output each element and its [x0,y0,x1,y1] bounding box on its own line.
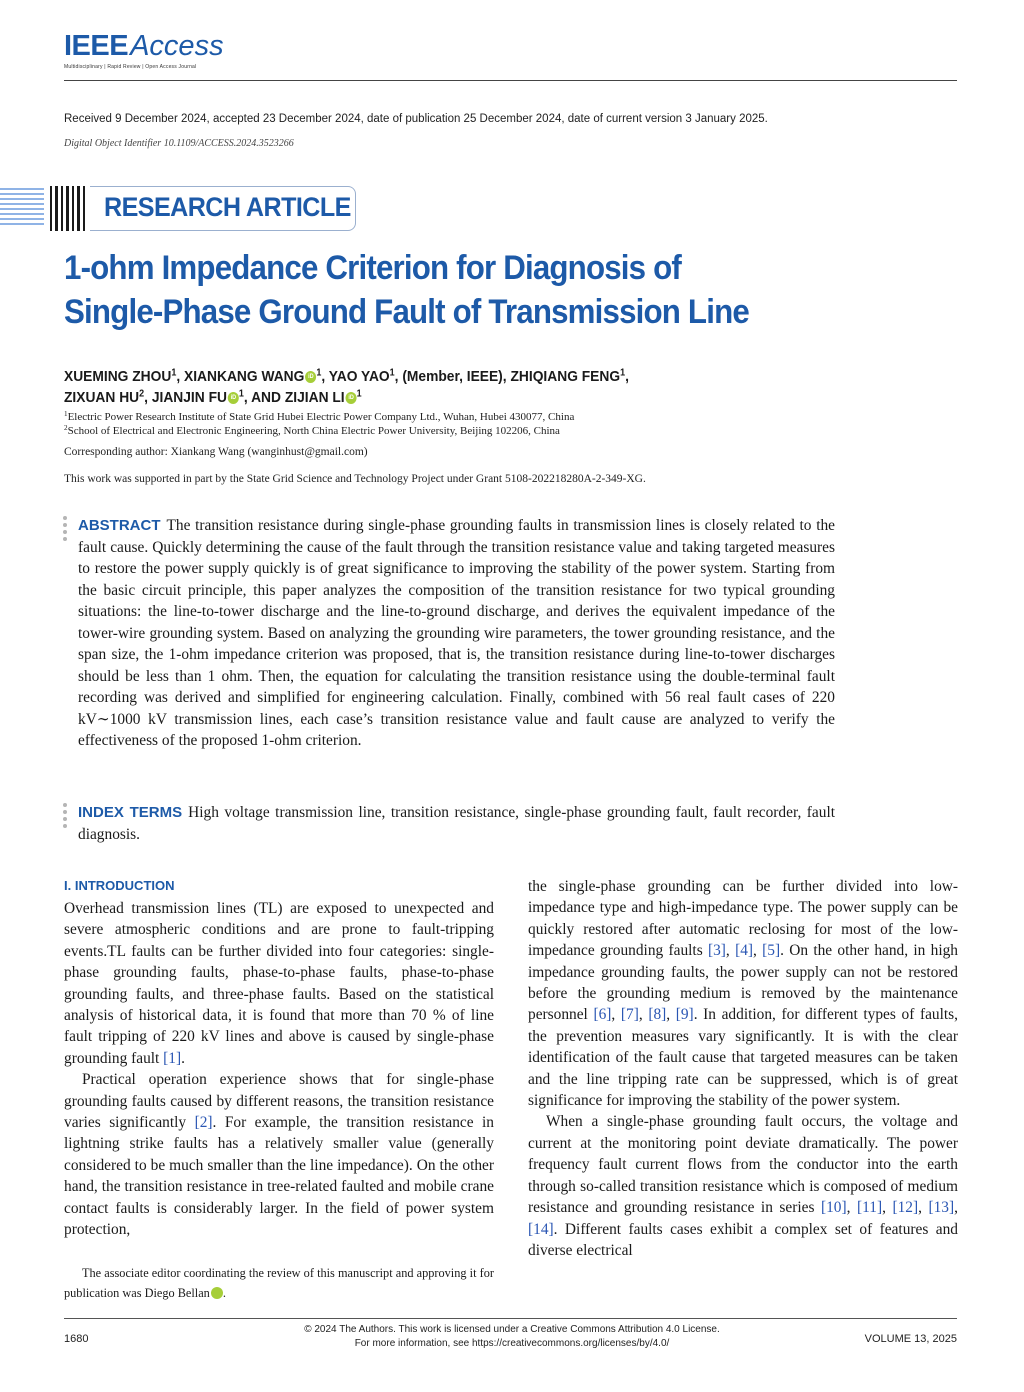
citation-link[interactable]: [13] [928,1199,955,1217]
abstract-dots-icon [63,516,67,544]
article-type-label: RESEARCH ARTICLE [104,192,351,222]
affiliation-1 [64,411,574,423]
paragraph [528,876,958,1111]
header-divider [64,80,957,81]
footnote-text: . [222,1286,226,1300]
paragraph-text: When a single-phase grounding fault occurs, the voltage and current at the monitoring point deviate dramatically. The power frequency fault current flows from the conductor into the earth through so-called transition resistance which is composed of medium resistance and grounding resistance in series [528,1113,958,1217]
section-heading: I. INTRODUCTION [64,878,175,893]
citation-link[interactable]: [4] [735,942,754,960]
author-name: JIANJIN FU [151,389,227,406]
abstract [78,515,835,752]
affiliation-text: Electric Power Research Institute of State Grid Hubei Electric Power Company Ltd., Wuhan, Hubei 430077, China [67,411,575,423]
affiliation-mark: 1 [238,388,244,400]
funding-note: This work was supported in part by the State Grid Science and Technology Project under Grant 5108-202218280A-2-349-XG. [64,473,646,485]
citation-link[interactable]: [14] [528,1220,554,1238]
author-name: ZIXUAN HU [64,389,140,406]
index-terms-label: INDEX TERMS [78,804,183,821]
author-conjunction: , AND [243,389,285,406]
corresponding-author: Corresponding author: Xiankang Wang (wanginhust@gmail.com) [64,446,368,458]
separator: , [846,1199,857,1217]
license-line-2[interactable]: For more information, see https://creativecommons.org/licenses/by/4.0/ [354,1338,670,1349]
affiliation-2 [64,425,560,437]
affiliation-mark: 1 [389,367,395,379]
journal-logo [64,30,224,63]
logo-access: Access [130,30,224,62]
affiliation-text: School of Electrical and Electronic Engineering, North China Electric Power University, Beijing 102206, China [67,425,560,437]
separator: , [918,1199,929,1217]
paragraph [528,1111,958,1261]
author-name: XUEMING ZHOU [64,368,172,385]
affiliation-mark: 1 [171,367,177,379]
paper-title [64,246,944,334]
paragraph-text: . [181,1049,185,1067]
paragraph [64,898,494,1069]
affiliation-mark: 2 [139,388,145,400]
citation-link[interactable]: [9] [675,1006,694,1024]
footnote-text: The associate editor coordinating the review of this manuscript and approving it for publication was Diego Bellan [64,1266,494,1300]
affiliation-mark: 1 [620,367,626,379]
orcid-icon[interactable]: iD [305,371,316,383]
affiliation-mark: 1 [356,388,362,400]
paragraph-text: Practical operation experience shows that for single-phase grounding faults caused by different reasons, the transition resistance varies significantly [64,1071,494,1132]
orcid-icon[interactable]: iD [346,392,357,404]
separator: , [725,942,736,960]
separator: , [611,1006,621,1024]
left-column [64,898,494,1241]
orcid-icon[interactable]: iD [211,1287,223,1299]
paragraph-text: . On the other hand, in high impedance grounding faults, the power supply can not be restored before the grounding medium is removed by the maintenance personnel [528,942,958,1024]
citation-link[interactable]: [7] [620,1006,639,1024]
affiliation-mark: 1 [316,367,322,379]
paragraph-text: . In addition, for different types of faults, the prevention measures vary significantly. It is with the clear identification of the fault cause that targeted measures can be taken and the line tripping rate can be suppressed, which is of great significance for improving the stability of the power system. [528,1006,958,1110]
citation-link[interactable]: [2] [194,1114,213,1132]
logo-ieee: IEEE [64,30,129,62]
title-line-2: Single-Phase Ground Fault of Transmission Line [64,293,749,331]
author-name: ZIJIAN LI [284,389,345,406]
index-terms [78,802,835,845]
paragraph-text: Overhead transmission lines (TL) are exposed to unexpected and severe atmospheric conditions and are prone to fault-tripping events.TL faults can be further divided into four categories: single-phase grounding faults, phase-to-phase faults, phase-to-phase grounding faults, and three-phase faults. Based on the statistical analysis of historical data, it is found that more than 70 % of line fault tripping of 220 kV lines and above is caused by single-phase grounding fault [64,900,494,1067]
doi: Digital Object Identifier 10.1109/ACCESS.2024.3523266 [64,138,294,149]
author-name: YAO YAO [328,368,390,385]
footer-divider [64,1318,957,1319]
paragraph-text: the single-phase grounding can be further divided into low-impedance type and high-impedance type. The power supply can be quickly restored after automatic reclosing for most of the low-impedance grounding faults [528,878,958,960]
citation-link[interactable]: [10] [820,1199,847,1217]
paragraph-text: . Different faults cases exhibit a complex set of features and diverse electrical [528,1220,958,1259]
author-name: ZHIQIANG FENG [510,368,621,385]
volume-label: VOLUME 13, 2025 [864,1333,957,1345]
separator: , [954,1199,958,1217]
author-name: XIANKANG WANG [184,368,305,385]
separator: , [882,1199,893,1217]
received-dates: Received 9 December 2024, accepted 23 December 2024, date of publication 25 December 2024, date of current version 3 January 2025. [64,113,768,125]
citation-link[interactable]: [1] [163,1049,182,1067]
author-membership: , (Member, IEEE), [394,368,511,385]
logo-tagline: Multidisciplinary | Rapid Review | Open Access Journal [64,64,197,70]
affiliation-number: 2 [64,424,68,433]
license-line-1: © 2024 The Authors. This work is licensed under a Creative Commons Attribution 4.0 License. [304,1324,720,1335]
title-line-1: 1-ohm Impedance Criterion for Diagnosis of [64,249,681,287]
affiliation-number: 1 [64,410,68,419]
right-column [528,876,958,1261]
citation-link[interactable]: [6] [593,1006,612,1024]
editor-footnote [64,1263,494,1303]
index-dots-icon [63,803,67,831]
citation-link[interactable]: [5] [762,942,781,960]
separator: , [638,1006,649,1024]
paragraph-text: . For example, the transition resistance in lightning strike faults has a relatively smaller value (generally considered to be much smaller than the line impedance). On the other hand, the transition resistance in tree-related faulted and mobile crane contact faults is considerably larger. In the field of power system protection, [64,1114,494,1239]
citation-link[interactable]: [8] [648,1006,667,1024]
abstract-label: ABSTRACT [78,517,161,534]
abstract-text: The transition resistance during single-phase grounding faults in transmission lines is closely related to the fault cause. Quickly determining the cause of the fault through the transition resistance value and taking targeted measures to restore the power supply quickly is of great significance to improving the stability of the power system. Starting from the basic circuit principle, this paper analyzes the composition of the transition resistance for two typical grounding situations: the line-to-tower discharge and the line-to-ground discharge, and derives the equivalent impedance of the tower-wire grounding system. Based on analyzing the grounding wire parameters, the tower grounding resistance, and the span size, the 1-ohm impedance criterion was proposed, that is, the transition resistance during line-to-tower discharges should be less than 1 ohm. Then, the equation for calculating the transition resistance using the double-terminal fault recording was derived and simplified for engineering calculation. Finally, combined with 56 real fault cases of 220 kV∼1000 kV transmission lines, each case’s transition resistance value and fault cause are analyzed to verify the effectiveness of the proposed 1-ohm criterion. [78,517,835,749]
citation-link[interactable]: [11] [857,1199,883,1217]
orcid-icon[interactable]: iD [228,392,239,404]
separator: , [753,942,763,960]
page-number: 1680 [64,1333,89,1345]
paragraph [64,1069,494,1240]
citation-link[interactable]: [12] [892,1199,919,1217]
citation-link[interactable]: [3] [707,942,726,960]
index-terms-text: High voltage transmission line, transition resistance, single-phase grounding fault, fault recorder, fault diagnosis. [78,804,835,843]
banner-stripes-icon [0,186,88,231]
separator: , [666,1006,676,1024]
author-list: XUEMING ZHOU$^1$, XIANKANG WANG iD $^1$, YAO YAO$^1$, (Member, IEEE), ZHIQIANG FENG$^1$, ZIXUAN $HU^2$, JIANJIN FU iD $^1$, AND ZIJIAN LI iD $^1$ [64,367,629,406]
